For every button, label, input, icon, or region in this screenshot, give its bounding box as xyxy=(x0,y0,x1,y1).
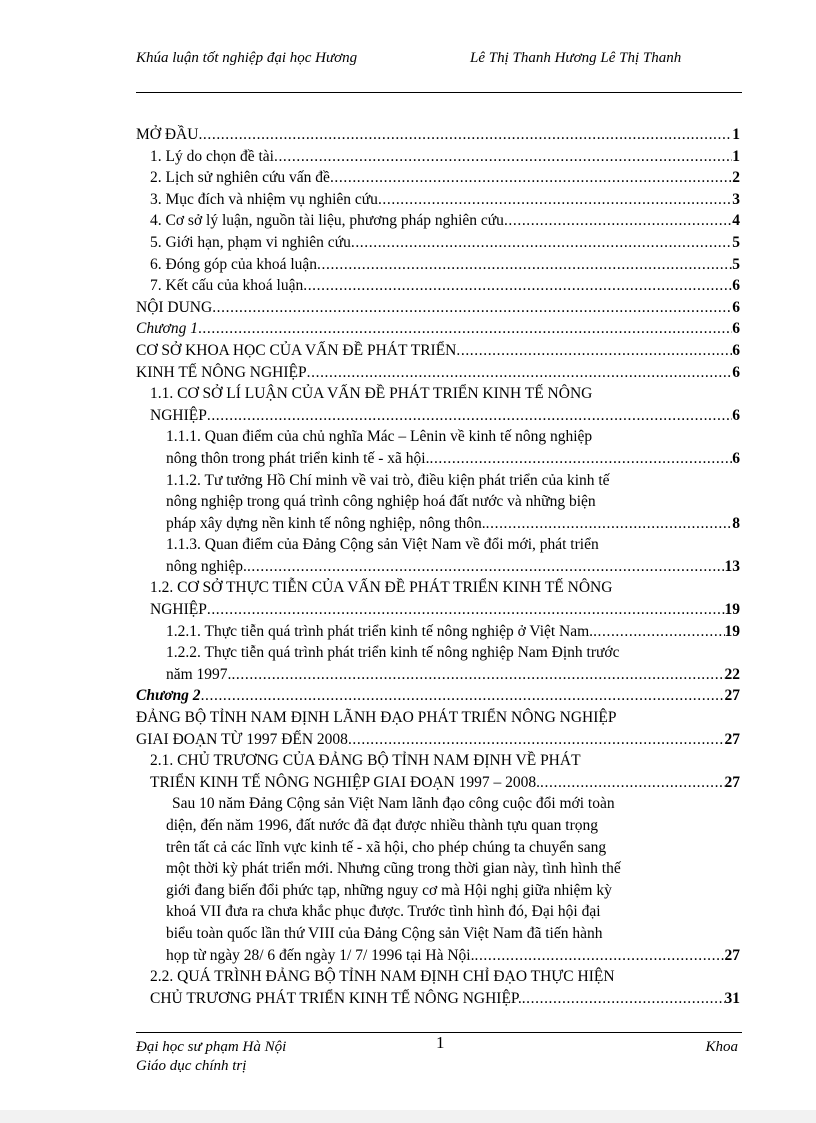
toc-page-number: 3 xyxy=(732,190,740,208)
toc-page-number: 6 xyxy=(732,277,740,295)
toc-s111-line1[interactable]: 1.1.1. Quan điểm của chủ nghĩa Mác – Lênin về kinh tế nông nghiệp xyxy=(166,428,593,446)
header-left: Khúa luận tốt nghiệp đại học Hương xyxy=(136,50,358,66)
toc-s21-para-line[interactable]: khoá VII đưa ra chưa khắc phục được. Trước tình hình đó, Đại hội đại xyxy=(166,903,601,921)
toc-s21-para-line[interactable]: một thời kỳ phát triển mới. Nhưng cũng trong thời gian này, tình hình thế xyxy=(166,860,621,878)
toc-s21-para-line[interactable]: Sau 10 năm Đảng Cộng sản Việt Nam lãnh đạo công cuộc đổi mới toàn xyxy=(172,795,615,813)
toc-s21-line1[interactable]: 2.1. CHỦ TRƯƠNG CỦA ĐẢNG BỘ TỈNH NAM ĐỊNH VỀ PHÁT xyxy=(150,752,581,770)
toc-entry-text: KINH TẾ NÔNG NGHIỆP xyxy=(136,363,307,381)
toc-page-number: 22 xyxy=(724,665,740,683)
toc-item-6[interactable] xyxy=(136,254,740,276)
toc-page-number: 6 xyxy=(732,363,740,381)
toc-s113-line1[interactable]: 1.1.3. Quan điểm của Đảng Cộng sản Việt Nam về đổi mới, phát triển xyxy=(166,536,599,554)
toc-page-number: 6 xyxy=(732,298,740,316)
table-of-contents xyxy=(136,124,740,1009)
toc-page-number: 6 xyxy=(732,320,740,338)
toc-page-number: 27 xyxy=(724,773,740,791)
toc-page-number: 31 xyxy=(724,989,740,1007)
toc-page-number: 27 xyxy=(724,730,740,748)
footer-left-1: Đại học sư phạm Hà Nội xyxy=(136,1039,287,1055)
toc-entry-text: 3. Mục đích và nhiệm vụ nghiên cứu xyxy=(150,190,378,208)
toc-s122[interactable] xyxy=(136,664,740,686)
toc-entry-text: TRIỂN KINH TẾ NÔNG NGHIỆP GIAI ĐOẠN 1997 – 2008. xyxy=(150,773,541,791)
toc-entry-text: 7. Kết cấu của khoá luận xyxy=(150,277,304,295)
toc-chuong-2[interactable] xyxy=(136,685,740,707)
toc-page-number: 6 xyxy=(732,406,740,424)
toc-s113[interactable] xyxy=(136,556,740,578)
toc-entry-text: NGHIỆP xyxy=(150,406,207,424)
toc-s112-line2[interactable]: nông nghiệp trong quá trình công nghiệp hoá đất nước và những biện xyxy=(166,493,596,511)
toc-s21-para-last[interactable] xyxy=(136,945,740,967)
toc-item-7[interactable] xyxy=(136,275,740,297)
toc-s12[interactable] xyxy=(136,599,740,621)
toc-entry-text: 4. Cơ sở lý luận, nguồn tài liệu, phương pháp nghiên cứu xyxy=(150,212,504,230)
toc-item-2[interactable] xyxy=(136,167,740,189)
toc-entry-text: pháp xây dựng nền kinh tế nông nghiệp, nông thôn. xyxy=(166,514,486,532)
toc-s21-para-line[interactable]: biểu toàn quốc lần thứ VIII của Đảng Cộng sản Việt Nam đã tiến hành xyxy=(166,924,603,942)
footer-right: Khoa xyxy=(705,1039,738,1055)
toc-s122-line1[interactable]: 1.2.2. Thực tiễn quá trình phát triển kinh tế nông nghiệp Nam Định trước xyxy=(166,644,620,662)
toc-item-4[interactable] xyxy=(136,210,740,232)
toc-entry-text: NỘI DUNG xyxy=(136,298,213,316)
toc-page-number: 13 xyxy=(724,557,740,575)
toc-entry-text: 1. Lý do chọn đề tài xyxy=(150,147,274,165)
toc-page-number: 1 xyxy=(732,126,740,143)
toc-page-number: 6 xyxy=(732,449,740,467)
toc-mo-dau[interactable] xyxy=(136,124,740,146)
toc-s21-para-line[interactable]: giới đang biến đổi phức tạp, những nguy cơ mà Hội nghị giữa nhiệm kỳ xyxy=(166,881,612,899)
toc-s11[interactable] xyxy=(136,405,740,427)
toc-entry-text: MỞ ĐẦU xyxy=(136,126,199,143)
toc-entry-text: họp từ ngày 28/ 6 đến ngày 1/ 7/ 1996 tại Hà Nội. xyxy=(166,946,475,964)
toc-entry-text: Chương 2 xyxy=(136,687,201,705)
page-header xyxy=(136,48,742,93)
header-right: Lê Thị Thanh Hương Lê Thị Thanh xyxy=(470,50,682,66)
page-footer xyxy=(136,1032,742,1074)
footer-page-number: 1 xyxy=(436,1033,445,1052)
toc-page-number: 19 xyxy=(724,601,740,619)
toc-s21-para-line[interactable]: diện, đến năm 1996, đất nước đã đạt được nhiều thành tựu quan trọng xyxy=(166,817,599,834)
toc-entry-text: nông nghiệp. xyxy=(166,557,247,575)
toc-s21[interactable] xyxy=(136,772,740,794)
toc-ch2-title[interactable] xyxy=(136,729,740,751)
toc-entry-text: Chương 1 xyxy=(136,320,198,338)
toc-s11-line1[interactable]: 1.1. CƠ SỞ LÍ LUẬN CỦA VẤN ĐỀ PHÁT TRIỂN KINH TẾ NÔNG xyxy=(150,385,593,403)
toc-page-number: 27 xyxy=(724,946,740,964)
toc-entry-text: năm 1997. xyxy=(166,665,232,683)
toc-ch1-title-2[interactable] xyxy=(136,362,740,384)
toc-entry-text: CHỦ TRƯƠNG PHÁT TRIỂN KINH TẾ NÔNG NGHIỆP. xyxy=(150,989,522,1007)
toc-ch1-title-1[interactable] xyxy=(136,340,740,362)
toc-s22-line1[interactable]: 2.2. QUÁ TRÌNH ĐẢNG BỘ TỈNH NAM ĐỊNH CHỈ ĐẠO THỰC HIỆN xyxy=(150,968,615,986)
toc-page-number: 5 xyxy=(732,255,740,273)
footer-left-2: Giáo dục chính trị xyxy=(136,1058,247,1074)
page-bottom-band xyxy=(0,1110,816,1123)
toc-page-number: 8 xyxy=(732,514,740,532)
toc-s112[interactable] xyxy=(136,513,740,535)
toc-s121[interactable] xyxy=(136,621,740,643)
toc-entry-text: CƠ SỞ KHOA HỌC CỦA VẤN ĐỀ PHÁT TRIỂN xyxy=(136,341,457,359)
toc-item-3[interactable] xyxy=(136,189,740,211)
toc-page-number: 27 xyxy=(724,687,740,705)
toc-s112-line1[interactable]: 1.1.2. Tư tưởng Hồ Chí minh về vai trò, điều kiện phát triển của kinh tế xyxy=(166,471,610,489)
toc-entry-text: nông thôn trong phát triển kinh tế - xã hội. xyxy=(166,449,430,467)
toc-page-number: 4 xyxy=(732,212,740,230)
toc-entry-text: GIAI ĐOẠN TỪ 1997 ĐẾN 2008 xyxy=(136,730,348,748)
toc-ch2-title-line1[interactable]: ĐẢNG BỘ TỈNH NAM ĐỊNH LÃNH ĐẠO PHÁT TRIỂN NÔNG NGHIỆP xyxy=(136,709,617,727)
toc-page-number: 5 xyxy=(732,233,740,251)
toc-page-number: 19 xyxy=(724,622,740,640)
toc-s21-para-line[interactable]: trên tất cả các lĩnh vực kinh tế - xã hội, cho phép chúng ta chuyển sang xyxy=(166,838,607,856)
toc-page-number: 6 xyxy=(732,341,740,359)
toc-entry-text: 2. Lịch sử nghiên cứu vấn đề xyxy=(150,169,330,187)
toc-noi-dung[interactable] xyxy=(136,297,740,319)
toc-s111[interactable] xyxy=(136,448,740,470)
toc-entry-text: 6. Đóng góp của khoá luận xyxy=(150,255,318,273)
toc-page-number: 2 xyxy=(732,169,740,187)
toc-s12-line1[interactable]: 1.2. CƠ SỞ THỰC TIỄN CỦA VẤN ĐỀ PHÁT TRIỂN KINH TẾ NÔNG xyxy=(150,579,613,597)
toc-entry-text: NGHIỆP xyxy=(150,601,207,619)
toc-chuong-1[interactable] xyxy=(136,318,740,340)
toc-entry-text: 1.2.1. Thực tiễn quá trình phát triển kinh tế nông nghiệp ở Việt Nam. xyxy=(166,622,594,640)
toc-page-number: 1 xyxy=(732,147,740,165)
toc-s22[interactable] xyxy=(136,988,740,1010)
toc-item-5[interactable] xyxy=(136,232,740,254)
toc-item-1[interactable] xyxy=(136,146,740,168)
toc-entry-text: 5. Giới hạn, phạm vi nghiên cứu xyxy=(150,233,351,251)
